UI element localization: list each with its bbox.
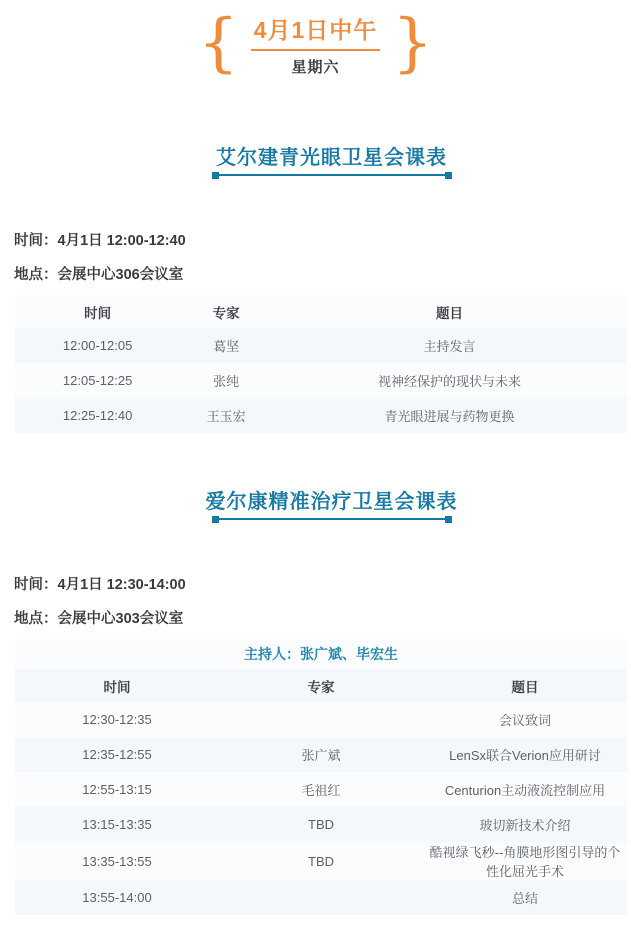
- cell-topic: 酷视绿飞秒--角膜地形图引导的个性化屈光手术: [429, 845, 621, 879]
- date-title: 4月1日中午: [251, 12, 381, 51]
- cell-expert: 葛坚: [213, 339, 240, 354]
- title-underline-decoration: [212, 518, 452, 520]
- cell-expert: [219, 702, 423, 737]
- table-row: [15, 807, 627, 842]
- cell-time: 12:00-12:05: [62, 338, 133, 353]
- cell-time: 12:55-13:15: [82, 782, 152, 797]
- table-row: [15, 772, 627, 807]
- column-header-time: 时间: [84, 305, 112, 321]
- table-row: [15, 702, 627, 737]
- cell-topic: 玻切新技术介绍: [479, 818, 571, 833]
- cell-time: 13:15-13:35: [82, 817, 152, 832]
- cell-topic: 总结: [511, 891, 538, 906]
- cell-time: 12:05-12:25: [62, 373, 133, 388]
- cell-time: 12:30-12:35: [82, 712, 152, 727]
- session-location: 地点：会展中心303会议室: [14, 610, 184, 627]
- cell-time: 13:35-13:55: [82, 853, 152, 869]
- table-row: [15, 328, 627, 363]
- cell-time: 12:35-12:55: [82, 747, 152, 762]
- section-allergan-glaucoma: [0, 141, 631, 433]
- cell-time: 12:25-12:40: [62, 408, 133, 423]
- title-underline-decoration: [212, 174, 452, 176]
- section-title: 艾尔建青光眼卫星会课表: [216, 147, 447, 169]
- weekday-label: 星期六: [291, 59, 340, 76]
- cell-topic: 青光眼进展与药物更换: [384, 409, 515, 424]
- cell-topic: 主持发言: [423, 339, 476, 354]
- schedule-table-2: [15, 639, 627, 915]
- column-header-topic: 题目: [511, 679, 539, 695]
- schedule-table-1: [15, 295, 627, 433]
- table-row: [15, 737, 627, 772]
- cell-time: 13:55-14:00: [82, 890, 152, 905]
- cell-topic: Centurion主动液流控制应用: [444, 783, 606, 798]
- cell-expert: 毛祖红: [301, 783, 341, 798]
- session-time: 时间：4月1日 12:00-12:40: [14, 233, 186, 249]
- session-info: [14, 578, 631, 626]
- cell-expert: TBD: [308, 853, 334, 869]
- session-info: [14, 234, 631, 282]
- cell-topic: LenSx联合Verion应用研讨: [449, 748, 601, 763]
- session-location: 地点：会展中心306会议室: [14, 266, 184, 283]
- cell-expert: 张纯: [213, 374, 240, 389]
- cell-topic: 视神经保护的现状与未来: [378, 374, 522, 389]
- section-title-wrap: [0, 141, 631, 176]
- section-title-wrap: [0, 485, 631, 520]
- date-block: [251, 12, 381, 77]
- cell-expert: 张广斌: [301, 748, 341, 763]
- table-header-row: [15, 669, 627, 702]
- table-row: [15, 880, 627, 915]
- moderator-row: [15, 639, 627, 669]
- left-brace-decoration: {: [197, 5, 239, 80]
- column-header-expert: 专家: [212, 305, 240, 321]
- column-header-expert: 专家: [307, 679, 335, 695]
- cell-expert: TBD: [308, 817, 334, 832]
- column-header-time: 时间: [103, 679, 131, 695]
- date-header: [0, 5, 631, 80]
- table-header-row: [15, 295, 627, 328]
- section-title: 爱尔康精准治疗卫星会课表: [205, 491, 458, 513]
- schedule-page: [0, 5, 631, 929]
- table-row: [15, 842, 627, 880]
- cell-topic: 会议致词: [498, 713, 551, 728]
- table-row: [15, 363, 627, 398]
- session-time: 时间：4月1日 12:30-14:00: [14, 577, 186, 593]
- table-row: [15, 398, 627, 433]
- right-brace-decoration: }: [392, 5, 434, 80]
- moderator-label: 主持人：张广斌、毕宏生: [244, 646, 398, 662]
- section-alcon-precision: [0, 485, 631, 915]
- cell-expert: 王玉宏: [206, 409, 246, 424]
- column-header-topic: 题目: [436, 305, 464, 321]
- cell-expert: [219, 880, 423, 915]
